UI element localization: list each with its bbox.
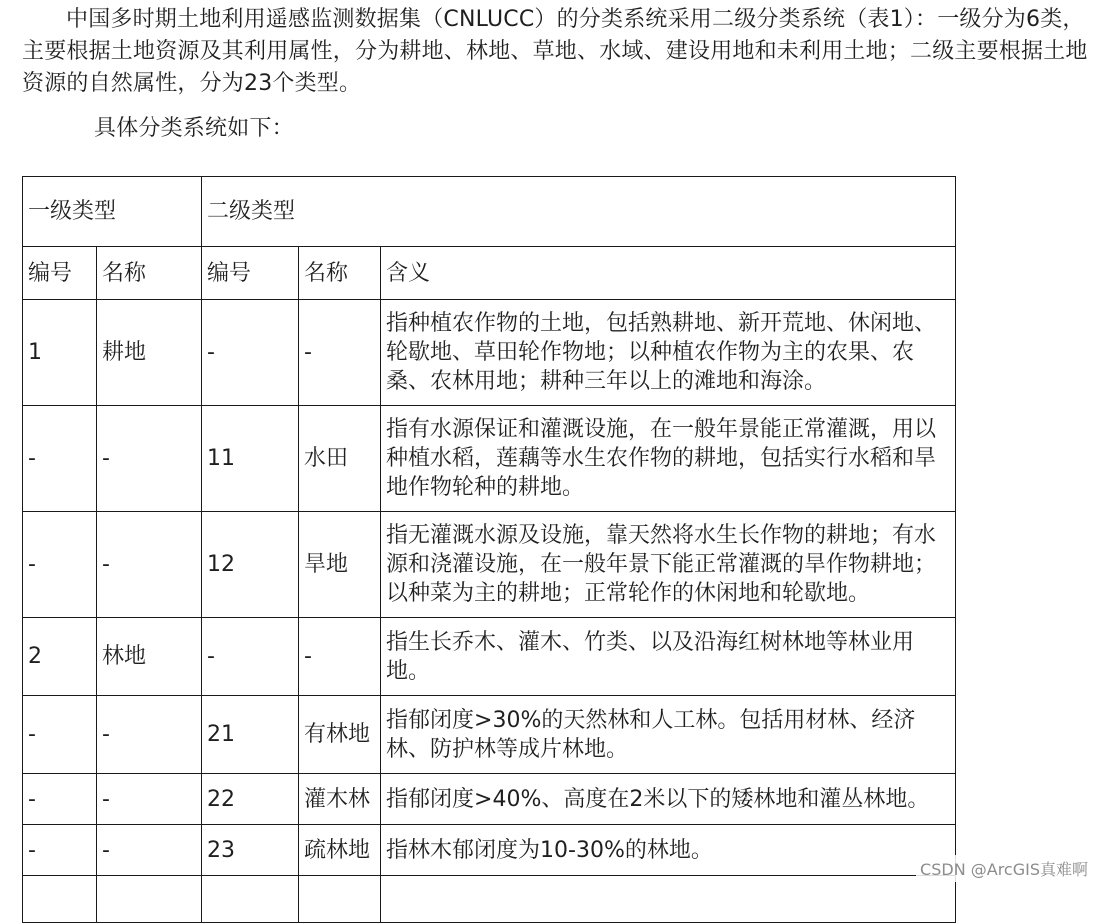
level2-code-cell: - bbox=[202, 618, 299, 696]
level1-name-cell: 耕地 bbox=[97, 300, 202, 406]
level2-code-cell: 22 bbox=[202, 774, 299, 825]
level1-type-header: 一级类型 bbox=[23, 177, 202, 247]
level1-name-header: 名称 bbox=[97, 247, 202, 300]
article-body bbox=[22, 4, 1092, 145]
level1-code-cell: - bbox=[23, 406, 97, 512]
meaning-cell: 指无灌溉水源及设施，靠天然将水生长作物的耕地；有水源和浇灌设施，在一般年景下能正常灌溉的旱作物耕地；以种菜为主的耕地；正常轮作的休闲地和轮歇地。 bbox=[381, 512, 956, 618]
level2-code-cell: 23 bbox=[202, 825, 299, 876]
table-row bbox=[23, 512, 956, 618]
level1-code-cell: - bbox=[23, 696, 97, 774]
level1-code-cell: 2 bbox=[23, 618, 97, 696]
level1-name-cell: - bbox=[97, 774, 202, 825]
level2-name-cell: 疏林地 bbox=[299, 825, 381, 876]
level1-name-cell: - bbox=[97, 825, 202, 876]
table-row-cut-off bbox=[23, 876, 956, 923]
level1-name-cell: - bbox=[97, 512, 202, 618]
table-row bbox=[23, 406, 956, 512]
level2-name-cell: 有林地 bbox=[299, 696, 381, 774]
level1-code-cell: 1 bbox=[23, 300, 97, 406]
level2-type-header: 二级类型 bbox=[202, 177, 956, 247]
level1-name-cell: - bbox=[97, 696, 202, 774]
level2-name-cell: - bbox=[299, 300, 381, 406]
meaning-header: 含义 bbox=[381, 247, 956, 300]
table-row bbox=[23, 825, 956, 876]
level2-name-header: 名称 bbox=[299, 247, 381, 300]
level1-code-cell: - bbox=[23, 774, 97, 825]
meaning-cell: 指种植农作物的土地，包括熟耕地、新开荒地、休闲地、轮歇地、草田轮作物地；以种植农作物为主的农果、农桑、农林用地；耕种三年以上的滩地和海涂。 bbox=[381, 300, 956, 406]
table-row bbox=[23, 618, 956, 696]
level2-name-cell: 旱地 bbox=[299, 512, 381, 618]
meaning-cell: 指郁闭度>40%、高度在2米以下的矮林地和灌丛林地。 bbox=[381, 774, 956, 825]
meaning-cell: 指生长乔木、灌木、竹类、以及沿海红树林地等林业用地。 bbox=[381, 618, 956, 696]
table-row bbox=[23, 696, 956, 774]
intro-paragraph: 中国多时期土地利用遥感监测数据集（CNLUCC）的分类系统采用二级分类系统（表1）：一级分为6类，主要根据土地资源及其利用属性，分为耕地、林地、草地、水域、建设用地和未利用土地；二级主要根据土地资源的自然属性，分为23个类型。 bbox=[22, 7, 1088, 96]
level1-name-cell: 林地 bbox=[97, 618, 202, 696]
level1-code-cell: - bbox=[23, 512, 97, 618]
level2-code-cell: - bbox=[202, 300, 299, 406]
meaning-cell: 指郁闭度>30%的天然林和人工林。包括用材林、经济林、防护林等成片林地。 bbox=[381, 696, 956, 774]
level2-name-cell: 灌木林 bbox=[299, 774, 381, 825]
meaning-cell: 指有水源保证和灌溉设施，在一般年景能正常灌溉，用以种植水稻，莲藕等水生农作物的耕地，包括实行水稻和旱地作物轮种的耕地。 bbox=[381, 406, 956, 512]
table-column-header-row bbox=[23, 247, 956, 300]
meaning-cell: 指林木郁闭度为10-30%的林地。 bbox=[381, 825, 956, 876]
level2-code-cell: 12 bbox=[202, 512, 299, 618]
table-row bbox=[23, 300, 956, 406]
level1-code-header: 编号 bbox=[23, 247, 97, 300]
level2-name-cell: - bbox=[299, 618, 381, 696]
level2-name-cell: 水田 bbox=[299, 406, 381, 512]
watermark: CSDN @ArcGIS真难啊 bbox=[916, 855, 1092, 882]
level2-code-header: 编号 bbox=[202, 247, 299, 300]
table-intro-text: 具体分类系统如下： bbox=[94, 116, 294, 141]
table-group-header-row bbox=[23, 177, 956, 247]
level1-name-cell: - bbox=[97, 406, 202, 512]
level2-code-cell: 21 bbox=[202, 696, 299, 774]
level2-code-cell: 11 bbox=[202, 406, 299, 512]
level1-code-cell: - bbox=[23, 825, 97, 876]
table-row bbox=[23, 774, 956, 825]
classification-table bbox=[22, 176, 956, 923]
